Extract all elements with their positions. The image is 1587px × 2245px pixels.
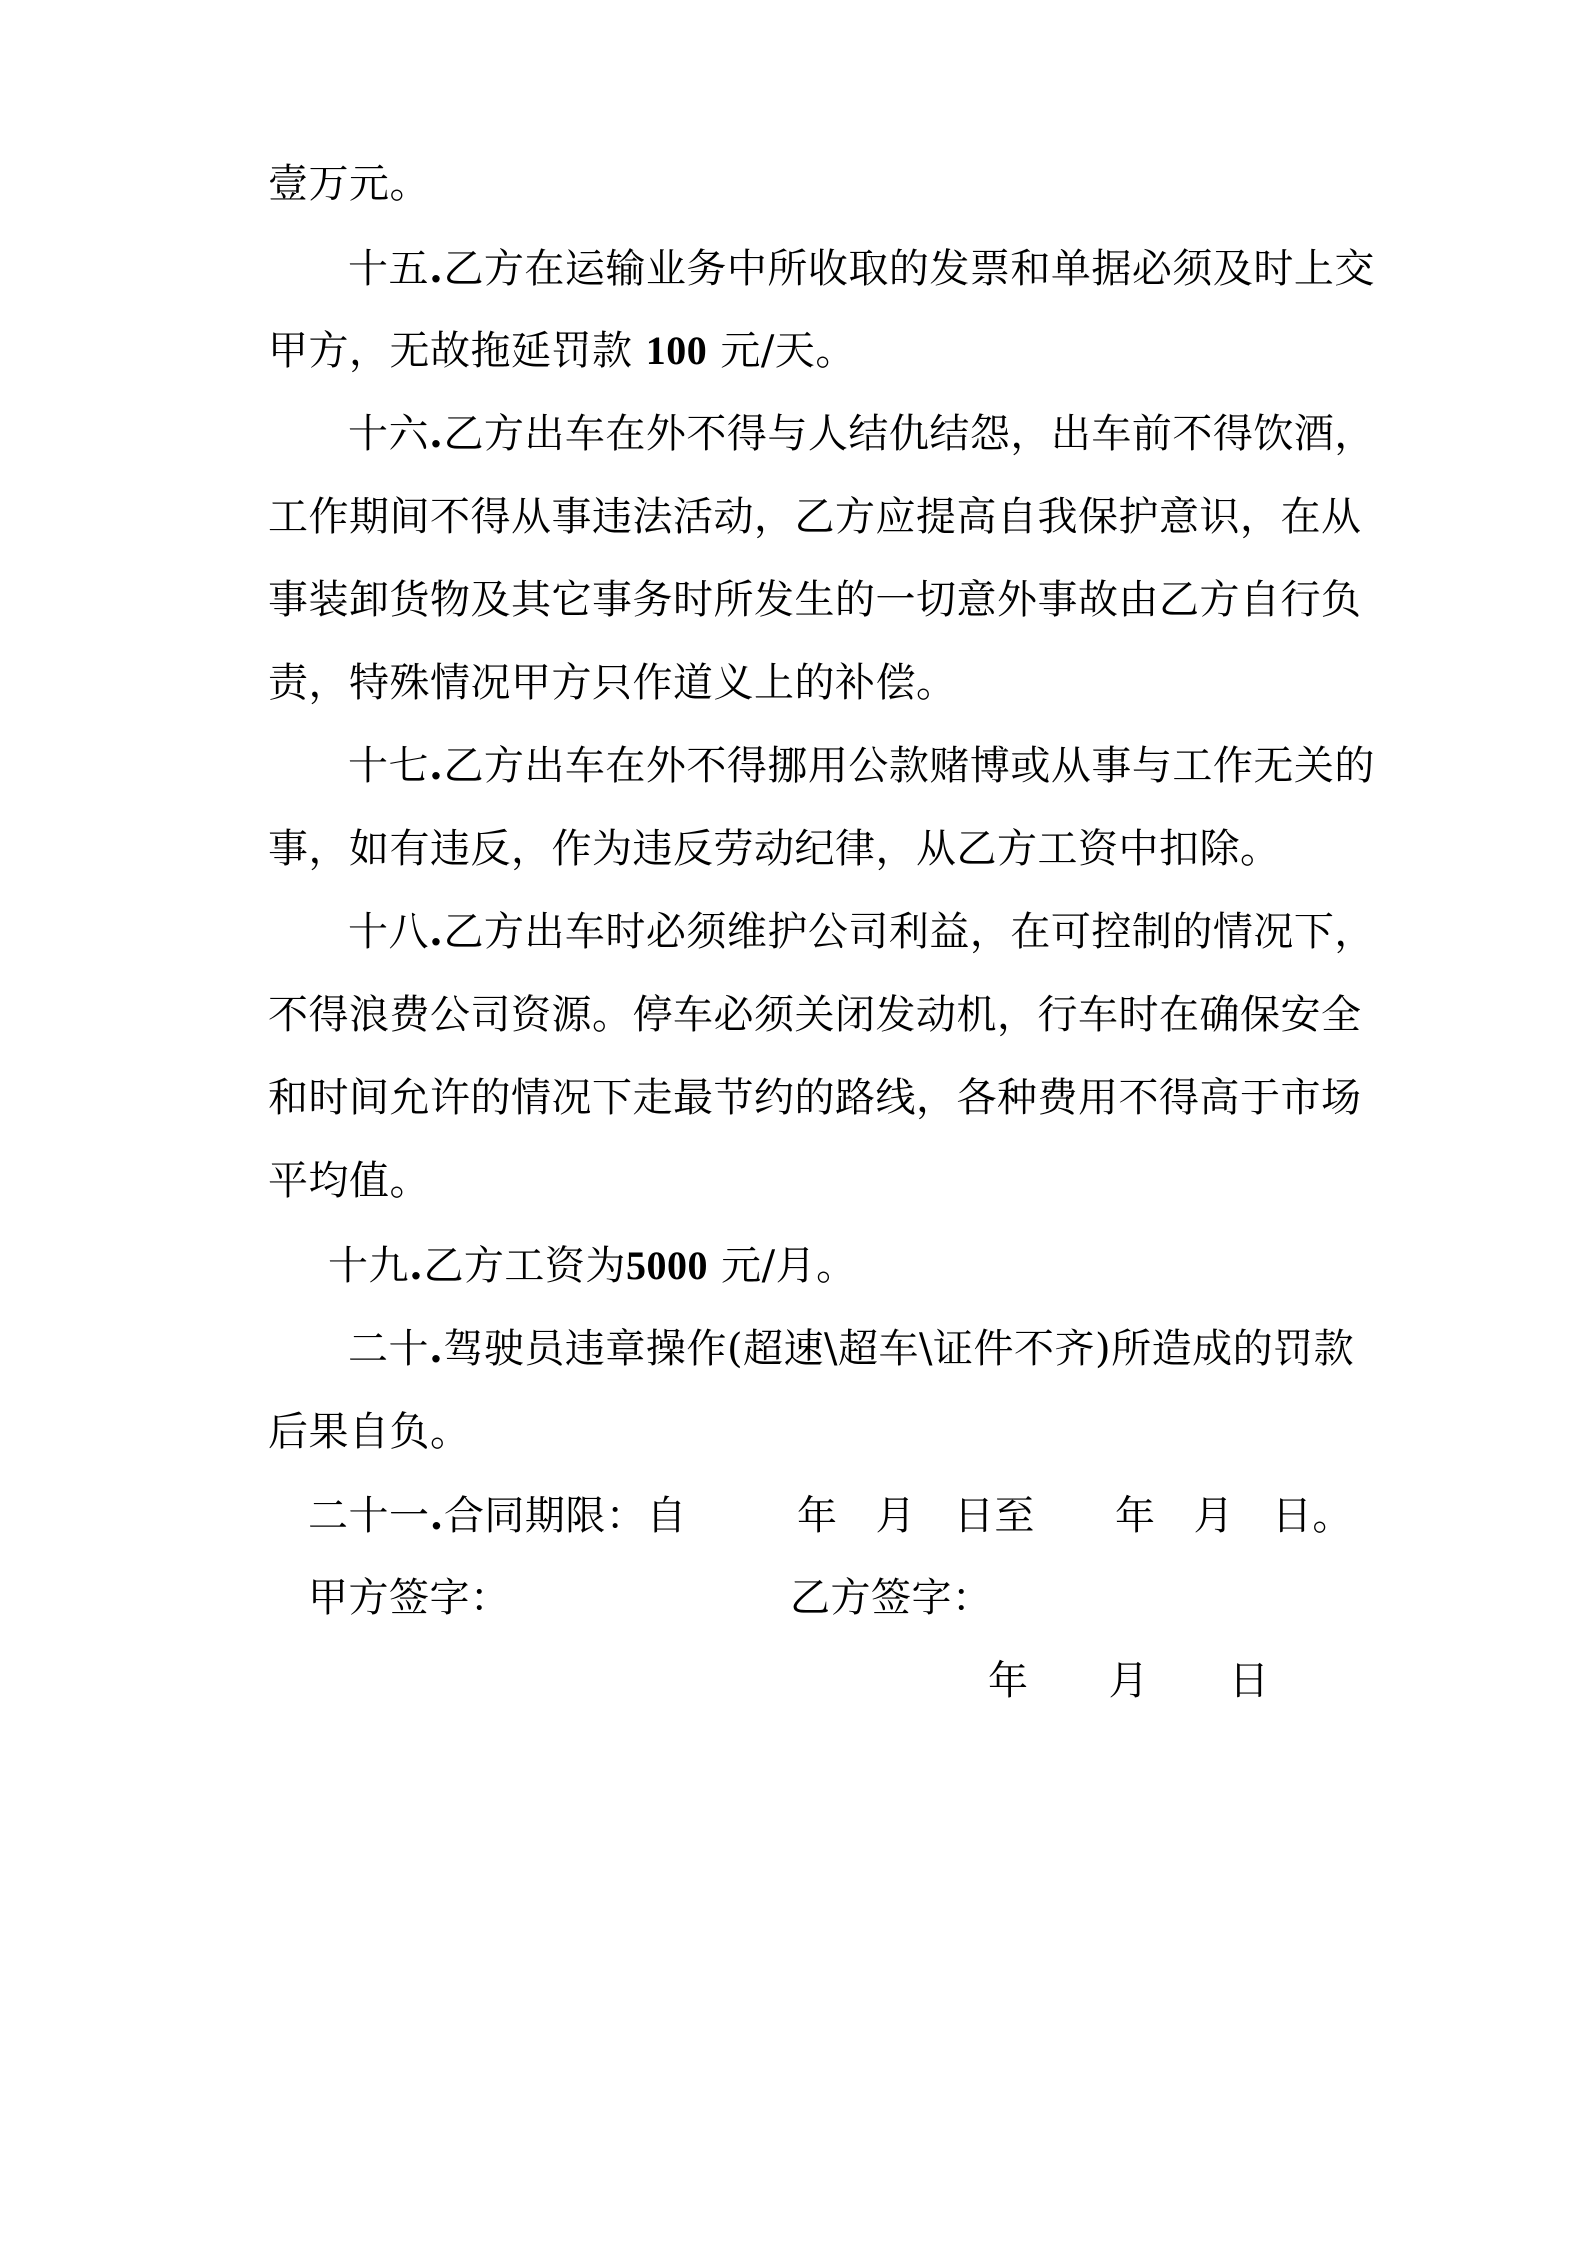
para-20-text-1-post: 所造成的罚款 [1111,1326,1355,1372]
para-18-line-3 [268,1074,1362,1122]
signature-party-b [790,1574,993,1622]
para-19-label: 十九 [328,1243,409,1289]
para-19-amount: 5000 [625,1243,708,1288]
para-18-label: 十八 [348,909,429,955]
para-19-text-pre: 乙方工资为 [423,1243,626,1289]
para-15-label: 十五 [348,246,429,292]
para-21: 二十一.合同期限：自 年 月 日至 年 月 日。 [308,1492,1353,1539]
para-16-line-3 [268,576,1362,624]
para-14-tail-text: 壹万元。 [268,161,430,207]
signature-party-b-label: 乙方签字： [790,1575,993,1621]
para-18-text-1: 乙方出车时必须维护公司利益，在可控制的情况下， [443,909,1375,955]
para-20-text-2: 后果自负。 [268,1409,471,1455]
para-17-line-1: 十七.乙方出车在外不得挪用公款赌博或从事与工作无关的 [348,742,1375,789]
para-15-text-2-pre: 甲方，无故拖延罚款 [268,328,646,374]
signature-party-a-label: 甲方签字： [308,1575,511,1621]
para-19-text-post: 元/月。 [707,1243,857,1289]
para-19: 十九.乙方工资为5000 元/月。 [328,1242,857,1289]
para-18-text-2: 不得浪费公司资源。停车必须关闭发动机，行车时在确保安全 [268,992,1362,1038]
para-18-line-4 [268,1157,430,1205]
para-16-line-1: 十六.乙方出车在外不得与人结仇结怨，出车前不得饮酒， [348,410,1375,457]
para-21-month-1: 月 [875,1493,916,1539]
para-16-text-1: 乙方出车在外不得与人结仇结怨，出车前不得饮酒， [443,411,1375,457]
para-21-label: 二十一 [308,1493,430,1539]
para-17-label: 十七 [348,743,429,789]
para-15-line-1: 十五.乙方在运输业务中所收取的发票和单据必须及时上交 [348,245,1375,292]
para-21-text: 合同期限：自 [443,1493,687,1539]
para-16-line-2 [268,493,1362,541]
para-16-label: 十六 [348,411,429,457]
para-21-day-2: 日。 [1271,1493,1353,1539]
date-year: 年 [988,1658,1029,1704]
para-20-line-2 [268,1408,471,1456]
para-21-day-to: 日至 [953,1493,1035,1539]
para-16-text-3: 事装卸货物及其它事务时所发生的一切意外事故由乙方自行负 [268,577,1362,623]
para-15-amount: 100 [645,328,708,373]
para-21-year-1: 年 [796,1493,838,1539]
para-21-month-2: 月 [1193,1493,1234,1539]
para-21-year-2: 年 [1114,1493,1156,1539]
para-17-text-1: 乙方出车在外不得挪用公款赌博或从事与工作无关的 [443,743,1375,789]
para-16-text-4: 责，特殊情况甲方只作道义上的补偿。 [268,660,957,706]
para-18-line-2 [268,991,1362,1039]
para-18-text-4: 平均值。 [268,1158,430,1204]
signature-date-line [988,1657,1270,1705]
date-month: 月 [1108,1658,1149,1704]
date-day: 日 [1229,1658,1270,1704]
para-18-line-1: 十八.乙方出车时必须维护公司利益，在可控制的情况下， [348,908,1375,955]
para-20-label: 二十 [348,1326,429,1372]
para-14-tail [268,160,430,208]
para-20-paren: (超速\超车\证件不齐) [726,1326,1112,1372]
signature-party-a [308,1574,511,1622]
para-20-line-1: 二十.驾驶员违章操作(超速\超车\证件不齐)所造成的罚款 [348,1325,1355,1372]
para-18-text-3: 和时间允许的情况下走最节约的路线，各种费用不得高于市场 [268,1075,1362,1121]
para-15-line-2 [268,327,856,375]
para-17-text-2: 事，如有违反，作为违反劳动纪律，从乙方工资中扣除。 [268,826,1281,872]
para-16-line-4 [268,659,957,707]
para-17-line-2 [268,825,1281,873]
para-15-text-2-post: 元/天。 [707,328,856,374]
para-16-text-2: 工作期间不得从事违法活动，乙方应提高自我保护意识，在从 [268,494,1362,540]
para-20-text-1-pre: 驾驶员违章操作 [443,1326,727,1372]
para-15-text-1: 乙方在运输业务中所收取的发票和单据必须及时上交 [443,246,1375,292]
